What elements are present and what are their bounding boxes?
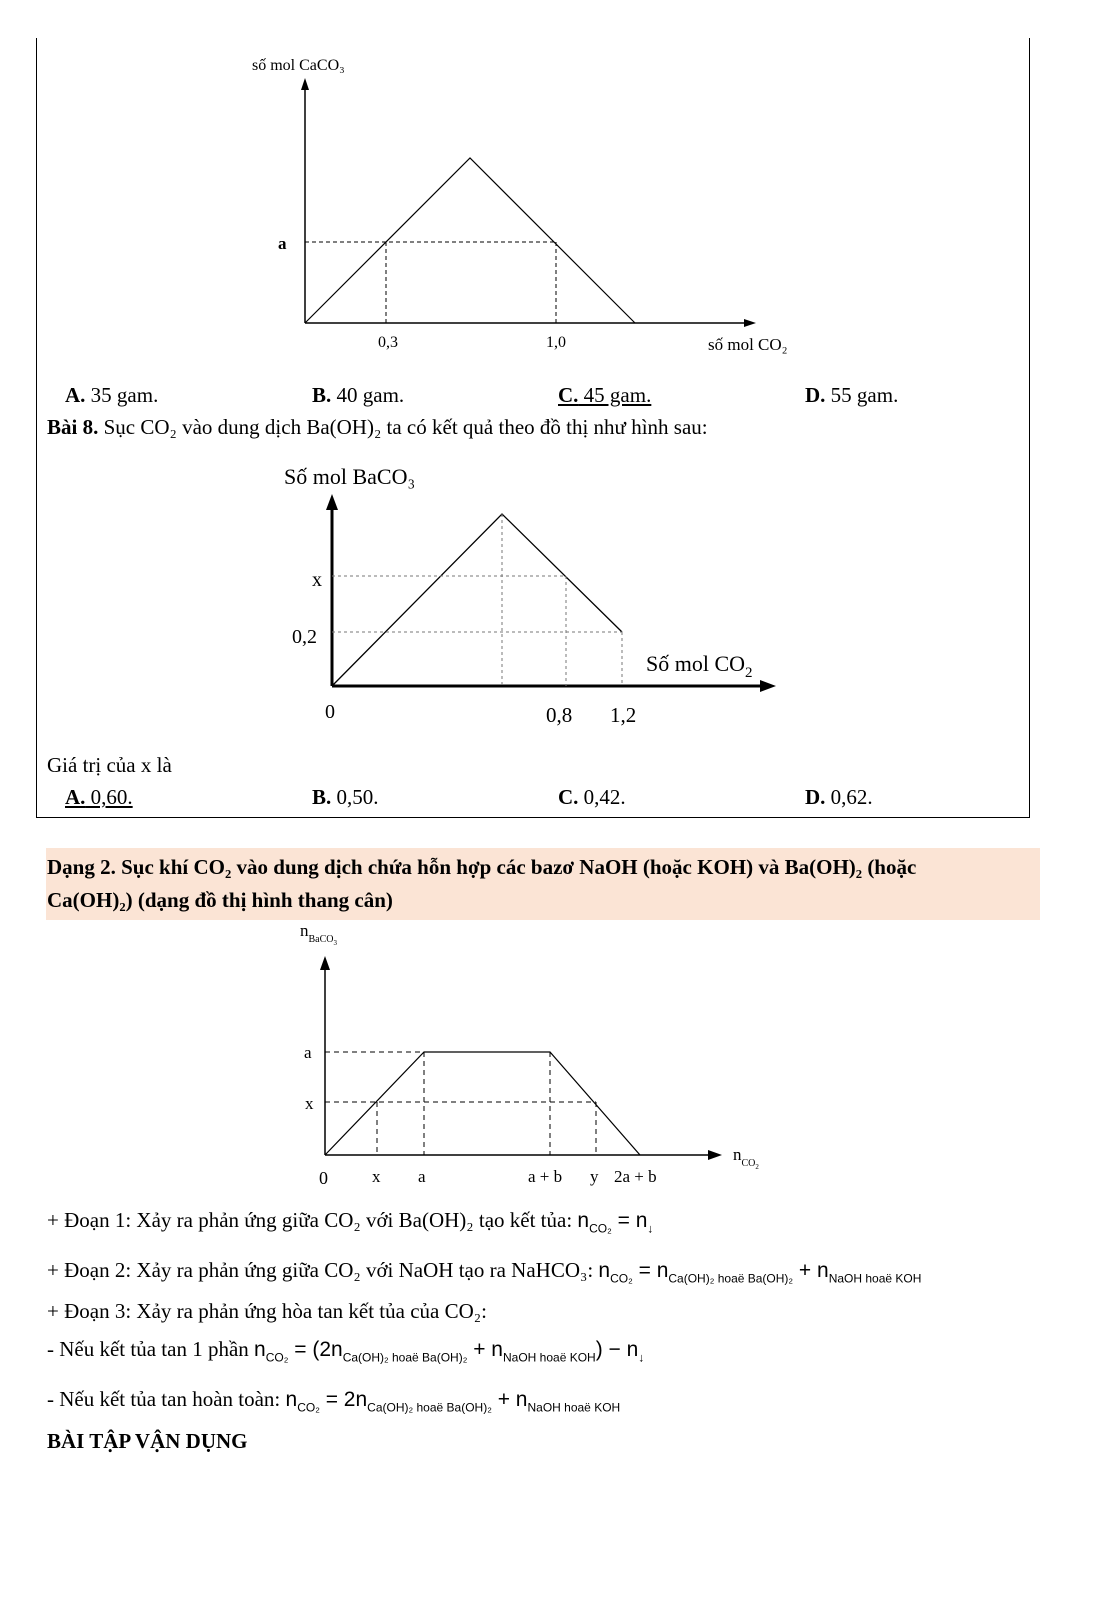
chart2-x-arrow: [760, 680, 776, 692]
bai8-option-d[interactable]: D. 0,62.: [805, 785, 873, 809]
bai8-option-c[interactable]: C. 0,42.: [558, 785, 626, 809]
chart2-y-tick-x: x: [312, 569, 322, 591]
chart-trapezoid: [0, 920, 1100, 1200]
chart1-y-tick-a: a: [278, 234, 287, 253]
chart-baco3: [0, 450, 1100, 740]
formula-partial-dissolve: $n_{CO_2} = (2n_{Ca(OH)_2 hoaë Ba(OH)_2} + n_{NaOH hoaë KOH}) - n_↓$: [254, 1338, 645, 1365]
q7-option-c[interactable]: C. 45 gam.: [558, 383, 652, 407]
footer-heading: BÀI TẬP VẬN DỤNG: [47, 1429, 248, 1453]
chart3-y-label: $n_{BaCO}3$: [300, 921, 337, 947]
chart2-y-tick-0-2: 0,2: [292, 626, 317, 648]
bai8-stem: Bài 8. Sục CO₂ vào dung dịch Ba(OH)₂ ta có kết quả theo đồ thị như hình sau:: [47, 415, 708, 439]
chart3-y-arrow: [320, 956, 330, 970]
chart2-x-tick-1-2: 1,2: [610, 703, 637, 727]
chart3-x-tick-0: 0: [319, 1168, 328, 1188]
chart1-triangle-line: [305, 158, 635, 323]
note-full-dissolve: - Nếu kết tủa tan hoàn toàn: $n_{CO_2} = 2n_{Ca(OH)_2 hoaë Ba(OH)_2} + n_{NaOH hoaë KOH}$: [47, 1387, 621, 1415]
exercise-box-bottom-border: [36, 817, 1030, 818]
chart3-x-tick-y: y: [590, 1167, 599, 1186]
formula-doan-1: $n_{CO_2} = n_↓$: [577, 1209, 654, 1236]
q7-option-a[interactable]: A. 35 gam.: [65, 383, 159, 407]
chart-caco3: [0, 0, 1100, 370]
chart3-x-tick-a: a: [418, 1167, 426, 1186]
chart2-y-label: Số mol BaCO₃: [284, 464, 416, 489]
chart2-x-label: Số mol $CO_2$: [646, 651, 753, 681]
formula-full-dissolve: $n_{CO_2} = 2n_{Ca(OH)_2 hoaë Ba(OH)_2} + n_{NaOH hoaë KOH}$: [285, 1388, 621, 1415]
chart3-trapezoid-line: [325, 1052, 640, 1155]
chart2-x-tick-0-8: 0,8: [546, 703, 573, 727]
chart3-x-label: $n_{CO}2$: [733, 1145, 759, 1171]
chart1-x-label: số mol CO₂: [708, 335, 788, 354]
chart3-x-tick-a-b: a + b: [528, 1167, 563, 1186]
chart3-y-tick-x: x: [305, 1094, 314, 1113]
bai8-title: Bài 8.: [47, 415, 99, 439]
q7-option-b[interactable]: B. 40 gam.: [312, 383, 405, 407]
chart2-y-arrow: [326, 494, 338, 510]
chart1-x-arrow: [744, 319, 756, 327]
chart2-x-tick-0: 0: [325, 701, 335, 723]
note-doan-3: + Đoạn 3: Xảy ra phản ứng hòa tan kết tủa của CO₂:: [47, 1299, 487, 1323]
chart1-y-label: số mol CaCO₃: [252, 57, 345, 74]
chart3-x-arrow: [708, 1150, 722, 1160]
chart1-x-tick-1-0: 1,0: [546, 334, 566, 351]
note-partial-dissolve: - Nếu kết tủa tan 1 phần $n_{CO_2} = (2n_{Ca(OH)_2 hoaë Ba(OH)_2} + n_{NaOH hoaë KOH}) - n_↓$: [47, 1337, 645, 1365]
chart1-y-arrow: [301, 78, 309, 90]
chart2-data-line: [332, 514, 622, 686]
note-doan-1: + Đoạn 1: Xảy ra phản ứng giữa CO₂ với Ba(OH)₂ tạo kết tủa: $n_{CO_2} = n_↓$: [47, 1208, 654, 1236]
note-doan-2: + Đoạn 2: Xảy ra phản ứng giữa CO₂ với NaOH tạo ra NaHCO₃: $n_{CO_2} = n_{Ca(OH)_2 hoaë Ba(OH)_2} + n_{NaOH hoaë KOH}$: [47, 1258, 922, 1286]
chart3-x-tick-2a-b: 2a + b: [614, 1167, 657, 1186]
section-heading-line2: Ca(OH)₂) (dạng đồ thị hình thang cân): [47, 888, 393, 912]
q7-option-d[interactable]: D. 55 gam.: [805, 383, 899, 407]
bai8-option-a[interactable]: A. 0,60.: [65, 785, 133, 809]
section-heading-line1: Dạng 2. Sục khí CO₂ vào dung dịch chứa hỗn hợp các bazơ NaOH (hoặc KOH) và Ba(OH)₂ (hoặc: [47, 855, 917, 879]
section-heading: [47, 851, 916, 917]
bai8-option-b[interactable]: B. 0,50.: [312, 785, 379, 809]
chart1-x-tick-0-3: 0,3: [378, 334, 398, 351]
formula-doan-2: $n_{CO_2} = n_{Ca(OH)_2 hoaë Ba(OH)_2} + n_{NaOH hoaë KOH}$: [598, 1259, 922, 1286]
chart3-y-tick-a: a: [304, 1043, 312, 1062]
chart3-x-tick-x: x: [372, 1167, 381, 1186]
bai8-question: Giá trị của x là: [47, 753, 172, 777]
